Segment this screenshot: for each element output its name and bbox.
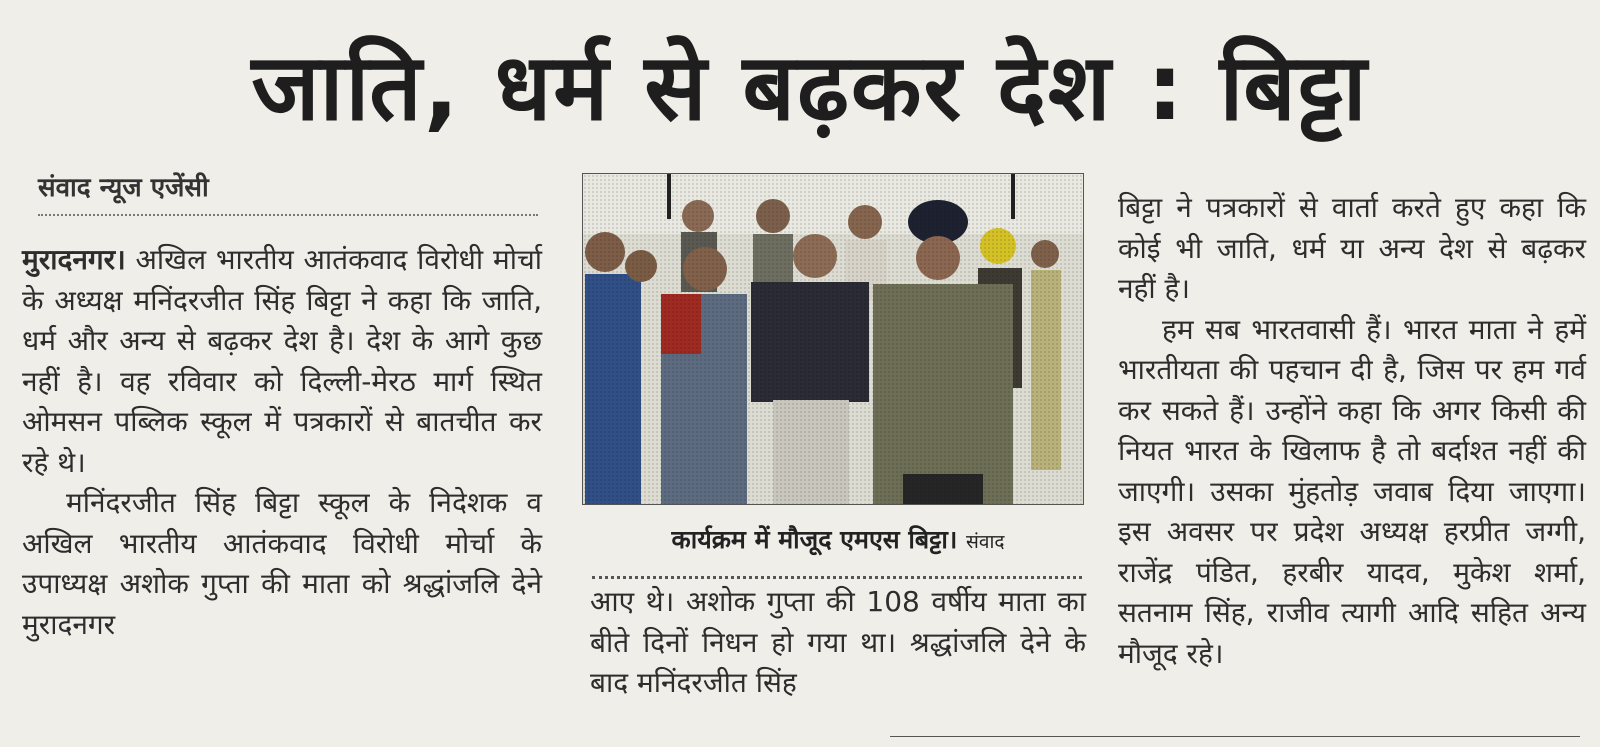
- column-1: [22, 240, 542, 645]
- headline: जाति, धर्म से बढ़कर देश : बिट्टा: [251, 34, 1369, 141]
- column-1-paragraph-1: [22, 240, 542, 483]
- footer-divider: [890, 736, 1580, 737]
- column-1-text-1: अखिल भारतीय आतंकवाद विरोधी मोर्चा के अध्यक्ष मनिंदरजीत सिंह बिट्टा ने कहा कि जाति, धर्म और अन्य से बढ़कर देश है। देश के आगे कुछ नहीं है। वह रविवार को दिल्ली-मेरठ मार्ग स्थित ओमसन पब्लिक स्कूल में पत्रकारों से बातचीत कर रहे थे।: [22, 243, 542, 479]
- caption-text: कार्यक्रम में मौजूद एमएस बिट्टा।: [671, 525, 958, 554]
- caption-divider: [592, 576, 1082, 579]
- column-3-paragraph-1: बिट्टा ने पत्रकारों से वार्ता करते हुए कहा कि कोई भी जाति, धर्म या अन्य देश से बढ़कर नहीं है।: [1118, 191, 1586, 305]
- column-2: [590, 582, 1086, 704]
- byline-divider: [38, 214, 538, 216]
- news-photo: [582, 173, 1084, 505]
- photo-credit: संवाद: [966, 531, 1005, 553]
- column-2-paragraph-1: आए थे। अशोक गुप्ता की 108 वर्षीय माता का बीते दिनों निधन हो गया था। श्रद्धांजलि देने के बाद मनिंदरजीत सिंह: [590, 585, 1086, 699]
- group-photo-image: [583, 174, 1083, 504]
- byline: संवाद न्यूज एजेंसी: [38, 173, 209, 203]
- column-3: [1118, 188, 1586, 674]
- column-3-paragraph-2: हम सब भारतवासी हैं। भारत माता ने हमें भारतीयता की पहचान दी है, जिस पर हम गर्व कर सकते हैं। उन्होंने कहा कि अगर किसी की नियत भारत के खिलाफ है तो बर्दाश्त नहीं की जाएगी। उसका मुंहतोड़ जवाब दिया जाएगा। इस अवसर पर प्रदेश अध्यक्ष हरप्रीत जग्गी, राजेंद्र पंडित, हरबीर यादव, मुकेश शर्मा, सतनाम सिंह, राजीव त्यागी आदि सहित अन्य मौजूद रहे।: [1118, 312, 1586, 670]
- photo-caption: [590, 522, 1086, 556]
- column-1-paragraph-2: मनिंदरजीत सिंह बिट्टा स्कूल के निदेशक व अखिल भारतीय आतंकवाद विरोधी मोर्चा के उपाध्यक्ष अशोक गुप्ता की माता को श्रद्धांजलि देने मुरादनगर: [22, 486, 542, 641]
- dateline: मुरादनगर।: [22, 243, 126, 276]
